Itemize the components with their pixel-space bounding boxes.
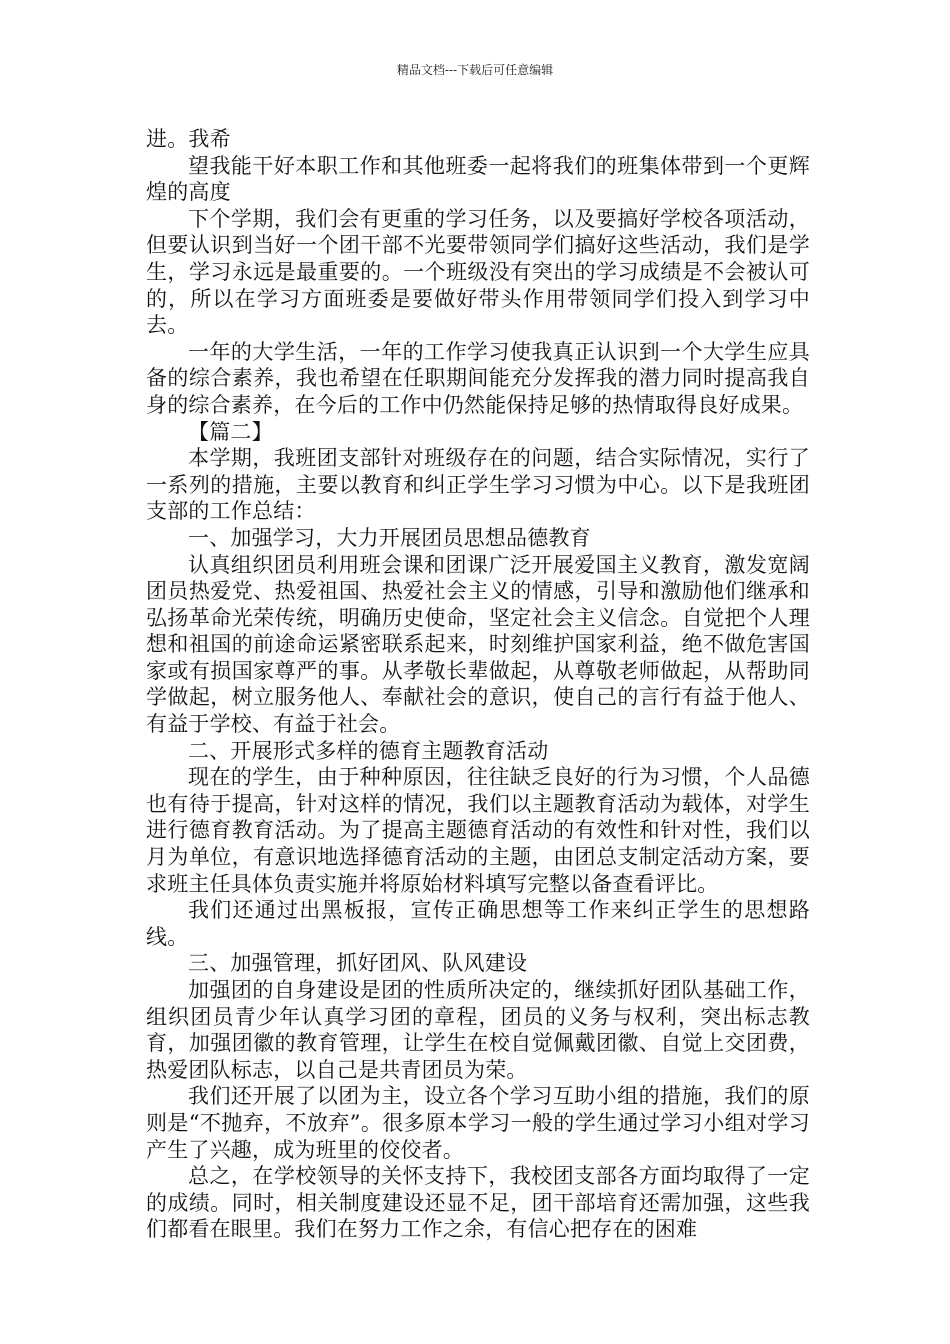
paragraph: 我们还开展了以团为主，设立各个学习互助小组的措施，我们的原则是“不抛弃，不放弃”。很多原本学习一般的学生通过学习小组对学习产生了兴趣，成为班里的佼佼者。 [146, 1084, 810, 1162]
paragraph: 现在的学生，由于种种原因，往往缺乏良好的行为习惯，个人品德也有待于提高，针对这样的情况，我们以主题教育活动为载体，对学生进行德育教育活动。为了提高主题德育活动的有效性和针对性，我们以月为单位，有意识地选择德育活动的主题，由团总支制定活动方案，要求班主任具体负责实施并将原始材料填写完整以备查看评比。 [146, 765, 810, 896]
page-header: 精品文档---下载后可任意编辑 [396, 63, 554, 77]
paragraph: 三、加强管理，抓好团风、队风建设 [188, 951, 528, 976]
paragraph: 一年的大学生活，一年的工作学习使我真正认识到一个大学生应具备的综合素养，我也希望在任职期间能充分发挥我的潜力同时提高我自身的综合素养，在今后的工作中仍然能保持足够的热情取得良好成果。 [146, 339, 810, 417]
paragraph: 加强团的自身建设是团的性质所决定的，继续抓好团队基础工作，组织团员青少年认真学习团的章程，团员的义务与权利，突出标志教育，加强团徽的教育管理，让学生在校自觉佩戴团徽、自觉上交团费，热爱团队标志，以自己是共青团员为荣。 [146, 978, 810, 1082]
paragraph: 本学期，我班团支部针对班级存在的问题，结合实际情况，实行了一系列的措施，主要以教育和纠正学生学习习惯为中心。以下是我班团支部的工作总结： [146, 446, 810, 524]
paragraph: 二、开展形式多样的德育主题教育活动 [188, 738, 549, 763]
paragraph: 进。我希 [146, 127, 231, 151]
document-body [146, 126, 810, 1243]
paragraph: 望我能干好本职工作和其他班委一起将我们的班集体带到一个更辉煌的高度 [146, 153, 810, 205]
paragraph: 【篇二】 [188, 419, 273, 444]
paragraph: 总之，在学校领导的关怀支持下，我校团支部各方面均取得了一定的成绩。同时，相关制度建设还显不足，团干部培育还需加强，这些我们都看在眼里。我们在努力工作之余，有信心把存在的困难 [146, 1164, 810, 1242]
paragraph: 一、加强学习，大力开展团员思想品德教育 [188, 525, 591, 550]
paragraph: 下个学期，我们会有更重的学习任务，以及要搞好学校各项活动，但要认识到当好一个团干部不光要带领同学们搞好这些活动，我们是学生，学习永远是最重要的。一个班级没有突出的学习成绩是不会被认可的，所以在学习方面班委是要做好带头作用带领同学们投入到学习中去。 [146, 206, 810, 338]
paragraph: 我们还通过出黑板报，宣传正确思想等工作来纠正学生的思想路线。 [146, 898, 810, 949]
paragraph: 认真组织团员利用班会课和团课广泛开展爱国主义教育，激发宽阔团员热爱党、热爱祖国、热爱社会主义的情感，引导和激励他们继承和弘扬革命光荣传统，明确历史使命，坚定社会主义信念。自觉把个人理想和祖国的前途命运紧密联系起来，时刻维护国家利益，绝不做危害国家或有损国家尊严的事。从孝敬长辈做起，从尊敬老师做起，从帮助同学做起，树立服务他人、奉献社会的意识，使自己的言行有益于他人、有益于学校、有益于社会。 [146, 552, 810, 737]
